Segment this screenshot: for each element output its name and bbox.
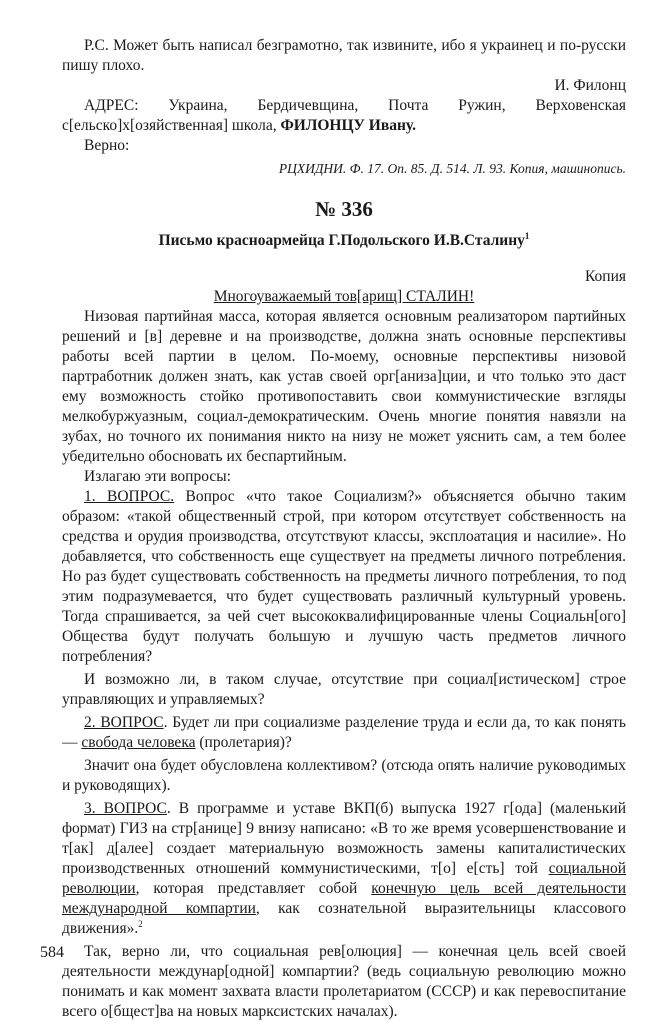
document-body: [62, 36, 626, 1022]
question-2-followup: Значит она будет обусловлена коллективом? (отсюда опять наличие руководимых и руководящих).: [62, 757, 626, 794]
archive-source: РЦХИДНИ. Ф. 17. Оп. 85. Д. 514. Л. 93. Копия, машинопись.: [278, 161, 626, 176]
postscript: Р.С. Может быть написал безграмотно, так извините, ибо я украинец и по-русски пишу плохо.: [62, 37, 626, 74]
question-2-text-a: . Будет ли при социализме разделение труда и если да, то как понять —: [62, 714, 626, 751]
document-page: [62, 36, 626, 1022]
verno-label: Верно:: [84, 137, 130, 154]
document-title: [62, 231, 626, 251]
question-1-label: 1. ВОПРОС.: [84, 488, 175, 505]
salutation-text: Многоуважаемый тов[арищ] СТАЛИН!: [213, 288, 475, 305]
page-number: 584: [40, 944, 64, 961]
address-label: АДРЕС:: [84, 97, 139, 114]
question-2-underlined: свобода человека: [81, 734, 196, 751]
question-1-followup: И возможно ли, в таком случае, отсутствие при социал[истическом] строе управляющих и управляемых?: [62, 671, 626, 708]
document-title-text: Письмо красноармейца Г.Подольского И.В.Сталину: [158, 232, 525, 249]
address-paragraph: [62, 96, 626, 136]
question-2: [62, 713, 626, 753]
question-2-text-b: (пролетария)?: [195, 734, 292, 751]
footnote-ref-2: 2: [138, 918, 143, 929]
document-number: № 336: [315, 197, 373, 221]
question-3-text-c: , как сознательной выразительницы классового движения».: [62, 900, 626, 937]
question-3-label: 3. ВОПРОС: [84, 800, 167, 817]
footnote-ref-1: 1: [524, 230, 530, 241]
question-3-underlined-1: социальной революции: [62, 860, 626, 897]
paragraph-final: Так, верно ли, что социальная рев[олюция] — конечная цель всей своей деятельности междунар[одной] компартии? (ведь социальную революцию можно понимать и как момент захвата власти пролетариатом (СССР) и как перевоспитание всего о[бщест]ва на новых марксистских началах).: [62, 943, 626, 1020]
question-3-text-a: . В программе и уставе ВКП(б) выпуска 1927 г[ода] (маленький формат) ГИЗ на стр[анице] 9 внизу написано: «В то же время усовершенствование и т[ак] д[алее] создает материальную возможность замены капиталистических производственных отношений коммунистическими, т[о] е[сть] той: [62, 800, 626, 877]
address-text: Украина, Бердичевщина, Почта Ружин, Верховенская с[ельско]х[озяйственная] школа,: [62, 97, 626, 134]
paragraph-intro: Низовая партийная масса, которая является основным реализатором партийных решений и [в] деревне и на производстве, должна знать основные перспективы работы всей партии в целом. По-моему, основные перспективы низовой партработник должен знать, как устав своей орг[аниза]ции, и что только это даст ему возможность стойко противопоставить свои коммунистические взгляды мелкобуржуазным, социал-демократическим. Очень многие понятия навязли на зубах, но точного их понимания никто на низу не может уяснить сам, а тем более убедительно обосновать их беспартийным.: [62, 308, 626, 465]
salutation: [62, 287, 626, 307]
question-2-label: 2. ВОПРОС: [84, 714, 164, 731]
question-1-text: Вопрос «что такое Социализм?» объясняется обычно таким образом: «такой общественный строй, при котором отсутствует собственность на средства и орудия производства, отсутствуют классы, эксплоатация и насилие». Но добавляется, что собственность еще существует на предметы личного потребления. Но раз будет существовать собственность на предметы личного потребления, то под этим подразумевается, что будет существовать различный культурный уровень. Тогда спрашивается, за чей счет высококвалифицированные члены Социальн[ого] Общества будут получать большую и лучшую часть предметов личного потребления?: [62, 488, 627, 665]
question-3-underlined-2: конечную цель всей деятельности международной компартии: [62, 880, 626, 917]
question-3-text-b: , которая представляет собой: [135, 880, 372, 897]
address-name: ФИЛОНЦУ Ивану.: [280, 117, 416, 134]
question-3: [62, 799, 626, 939]
signature: И. Филонц: [554, 77, 626, 94]
copy-label: Копия: [584, 268, 626, 285]
paragraph-list-intro: Излагаю эти вопросы:: [84, 468, 231, 485]
question-1: [62, 487, 626, 667]
